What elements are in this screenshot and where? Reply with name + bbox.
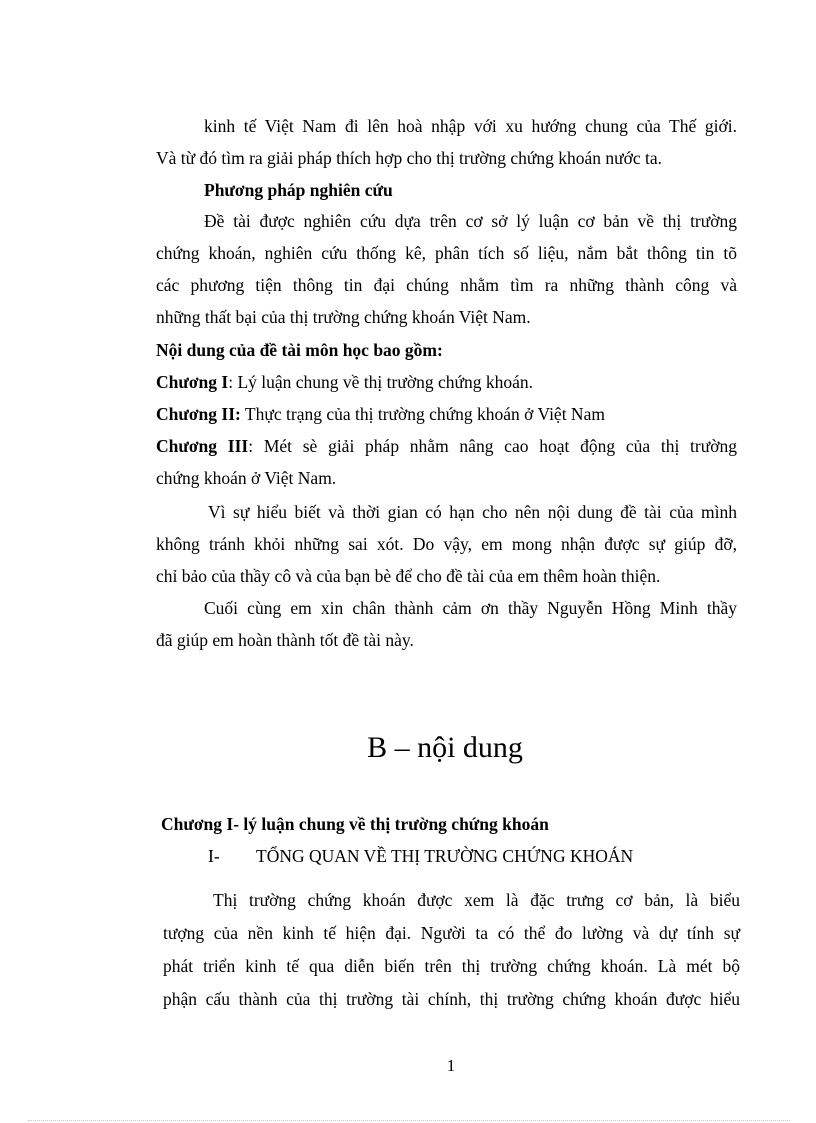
method-line-1: Đề tài được nghiên cứu dựa trên cơ sở lý luận cơ bản về thị trường [204,211,737,231]
part-b-title: B – nội dung [367,731,523,764]
thanks-line-2: đã giúp em hoàn thành tốt đề tài này. [156,630,414,650]
chapter-2-text: Thực trạng của thị trường chứng khoán ở Việt Nam [240,404,605,424]
method-heading: Phương pháp nghiên cứu [204,180,393,200]
apology-line-2: không tránh khỏi những sai xót. Do vậy, em mong nhận được sự giúp đỡ, [156,534,737,554]
chapter-2-entry [156,403,605,425]
chapter-1-line-1: Thị trường chứng khoán được xem là đặc trưng cơ bản, là biểu [213,890,740,910]
section-1-number: I- [208,846,220,866]
apology-line-1: Vì sự hiểu biết và thời gian có hạn cho nên nội dung đề tài của mình [208,502,737,522]
chapter-3-continuation: chứng khoán ở Việt Nam. [156,468,337,488]
chapter-1-text: : Lý luận chung về thị trường chứng khoán. [228,372,533,392]
contents-heading: Nội dung của đề tài môn học bao gồm: [156,340,443,360]
chapter-1-line-3: phát triển kinh tế qua diễn biến trên thị trường chứng khoán. Là mét bộ [163,956,740,976]
page-number: 1 [446,1056,456,1075]
chapter-1-heading: Chương I- lý luận chung về thị trường chứng khoán [161,814,549,834]
method-line-4: những thất bại của thị trường chứng khoán Việt Nam. [156,307,531,327]
chapter-3-label: Chương III [156,436,249,456]
chapter-1-line-2: tượng của nền kinh tế hiện đại. Người ta có thể đo lường và dự tính sự [163,923,740,943]
method-line-2: chứng khoán, nghiên cứu thống kê, phân tích số liệu, nắm bắt thông tin tõ [156,243,737,263]
method-line-3: các phương tiện thông tin đại chúng nhằm tìm ra những thành công và [156,275,737,295]
intro-line-1: kinh tế Việt Nam đi lên hoà nhập với xu hướng chung của Thế giới. [204,116,737,136]
chapter-3-entry [156,435,737,457]
page-bottom-divider [28,1120,790,1121]
chapter-1-entry [156,371,533,393]
section-1-title: TỔNG QUAN VỀ THỊ TRƯỜNG CHỨNG KHOÁN [256,846,634,866]
apology-line-3: chỉ bảo của thầy cô và của bạn bè để cho đề tài của em thêm hoàn thiện. [156,566,661,586]
thanks-line-1: Cuối cùng em xin chân thành cảm ơn thầy Nguyễn Hồng Minh thầy [204,598,737,618]
chapter-1-line-4: phận cấu thành của thị trường tài chính, thị trường chứng khoán được hiểu [163,989,740,1009]
chapter-3-text: : Mét sè giải pháp nhằm nâng cao hoạt động của thị trường [248,436,737,456]
intro-line-2: Và từ đó tìm ra giải pháp thích hợp cho thị trường chứng khoán nước ta. [156,148,663,168]
chapter-1-label: Chương I [156,372,229,392]
chapter-2-label: Chương II: [156,404,241,424]
